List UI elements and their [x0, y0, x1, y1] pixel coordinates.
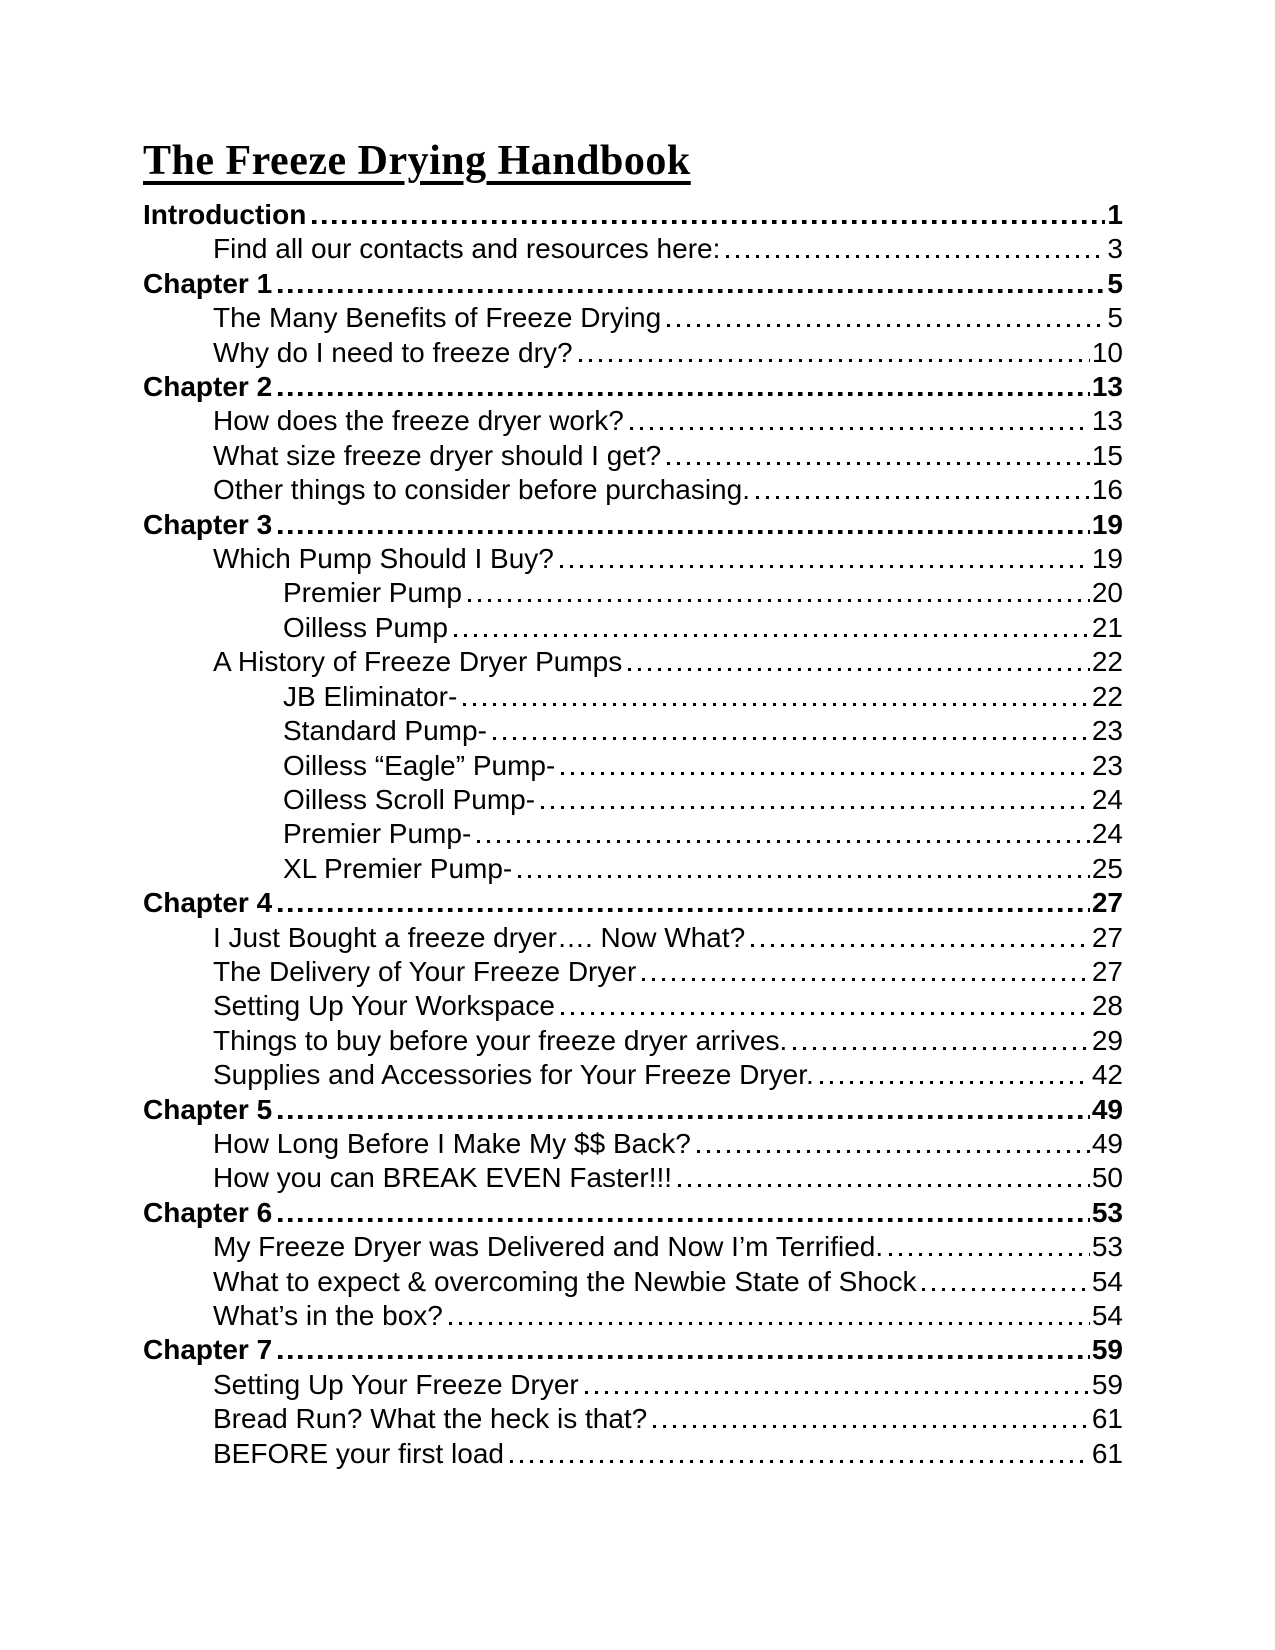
toc-dot-leader [278, 530, 1090, 534]
toc-entry-label: The Many Benefits of Freeze Drying [213, 302, 662, 334]
toc-entry-2[interactable] [143, 267, 1123, 301]
toc-dot-leader [889, 1253, 1090, 1256]
toc-entry-page-number: 24 [1091, 818, 1123, 850]
toc-entry-label: What size freeze dryer should I get? [213, 439, 662, 471]
toc-dot-leader [278, 289, 1105, 293]
toc-entry-26[interactable] [143, 1093, 1123, 1127]
toc-entry-label: Premier Pump [283, 577, 462, 609]
toc-entry-5[interactable] [143, 370, 1123, 404]
toc-dot-leader [510, 1460, 1090, 1463]
toc-entry-23[interactable] [143, 989, 1123, 1023]
toc-dot-leader [642, 978, 1090, 981]
toc-entry-0[interactable] [143, 198, 1123, 232]
toc-entry-27[interactable] [143, 1127, 1123, 1161]
toc-entry-page-number: 27 [1091, 955, 1123, 987]
toc-entry-28[interactable] [143, 1161, 1123, 1195]
toc-entry-page-number: 54 [1091, 1300, 1123, 1331]
toc-dot-leader [756, 496, 1090, 499]
toc-dot-leader [463, 703, 1090, 706]
toc-dot-leader [449, 1322, 1090, 1325]
toc-entry-page-number: 59 [1091, 1334, 1123, 1366]
toc-entry-page-number: 5 [1107, 267, 1123, 299]
toc-dot-leader [312, 220, 1105, 224]
toc-dot-leader [751, 944, 1090, 947]
toc-dot-leader [585, 1391, 1090, 1394]
toc-entry-16[interactable] [143, 749, 1123, 783]
toc-entry-page-number: 23 [1091, 715, 1123, 747]
toc-entry-21[interactable] [143, 921, 1123, 955]
toc-entry-label: Chapter 1 [143, 267, 273, 299]
toc-entry-label: Oilless Pump [283, 611, 448, 643]
toc-entry-page-number: 10 [1091, 336, 1123, 368]
toc-entry-page-number: 21 [1091, 611, 1123, 643]
toc-entry-30[interactable] [143, 1230, 1123, 1264]
toc-entry-label: Chapter 2 [143, 371, 273, 403]
toc-entry-page-number: 19 [1091, 543, 1123, 575]
toc-entry-17[interactable] [143, 783, 1123, 817]
toc-entry-11[interactable] [143, 576, 1123, 610]
toc-entry-page-number: 61 [1091, 1403, 1123, 1435]
toc-entry-label: Chapter 5 [143, 1093, 273, 1125]
toc-entry-page-number: 13 [1091, 371, 1123, 403]
toc-entry-label: Oilless Scroll Pump- [283, 783, 536, 815]
toc-entry-page-number: 29 [1091, 1024, 1123, 1056]
toc-entry-page-number: 19 [1091, 508, 1123, 540]
toc-entry-page-number: 20 [1091, 577, 1123, 609]
toc-entry-page-number: 1 [1107, 199, 1123, 230]
toc-dot-leader [793, 1047, 1090, 1050]
toc-dot-leader [278, 1115, 1090, 1119]
toc-dot-leader [493, 737, 1090, 740]
toc-entry-label: Introduction [143, 199, 307, 230]
toc-entry-page-number: 49 [1091, 1127, 1123, 1159]
toc-entry-label: Premier Pump- [283, 818, 472, 850]
toc-entry-22[interactable] [143, 955, 1123, 989]
toc-dot-leader [468, 599, 1090, 602]
toc-entry-label: My Freeze Dryer was Delivered and Now I’m Terrified. [213, 1231, 884, 1263]
toc-entry-page-number: 53 [1091, 1231, 1123, 1263]
toc-entry-15[interactable] [143, 714, 1123, 748]
toc-entry-24[interactable] [143, 1024, 1123, 1058]
toc-entry-29[interactable] [143, 1196, 1123, 1230]
toc-entry-label: What’s in the box? [213, 1300, 443, 1331]
toc-entry-page-number: 16 [1091, 474, 1123, 506]
toc-entry-10[interactable] [143, 542, 1123, 576]
toc-entry-label: Supplies and Accessories for Your Freeze Dryer. [213, 1059, 814, 1091]
toc-entry-13[interactable] [143, 645, 1123, 679]
toc-entry-label: I Just Bought a freeze dryer…. Now What? [213, 921, 746, 953]
toc-entry-page-number: 5 [1107, 302, 1123, 334]
toc-entry-page-number: 27 [1091, 921, 1123, 953]
toc-entry-31[interactable] [143, 1265, 1123, 1299]
toc-entry-7[interactable] [143, 439, 1123, 473]
toc-entry-page-number: 61 [1091, 1437, 1123, 1469]
toc-dot-leader [278, 392, 1090, 396]
toc-dot-leader [560, 565, 1090, 568]
toc-entry-label: Which Pump Should I Buy? [213, 543, 554, 575]
toc-entry-3[interactable] [143, 301, 1123, 335]
toc-entry-label: How does the freeze dryer work? [213, 405, 624, 437]
toc-entry-label: Other things to consider before purchasing. [213, 474, 750, 506]
toc-entry-9[interactable] [143, 508, 1123, 542]
toc-dot-leader [561, 1012, 1090, 1015]
toc-entry-label: BEFORE your first load [213, 1437, 504, 1469]
toc-entry-1[interactable] [143, 232, 1123, 266]
toc-entry-label: JB Eliminator- [283, 680, 458, 712]
toc-dot-leader [561, 772, 1090, 775]
toc-entry-label: Setting Up Your Workspace [213, 990, 555, 1022]
toc-entry-25[interactable] [143, 1058, 1123, 1092]
toc-entry-page-number: 27 [1091, 887, 1123, 919]
toc-entry-label: Things to buy before your freeze dryer arrives. [213, 1024, 788, 1056]
toc-entry-label: What to expect & overcoming the Newbie State of Shock [213, 1265, 917, 1297]
toc-dot-leader [477, 840, 1090, 843]
toc-dot-leader [922, 1288, 1089, 1291]
toc-entry-36[interactable] [143, 1437, 1123, 1471]
toc-entry-page-number: 25 [1091, 852, 1123, 884]
toc-dot-leader [579, 359, 1090, 362]
table-of-contents [143, 198, 1123, 1471]
toc-entry-label: Find all our contacts and resources here: [213, 233, 721, 265]
toc-entry-34[interactable] [143, 1368, 1123, 1402]
toc-dot-leader [518, 875, 1090, 878]
toc-entry-6[interactable] [143, 404, 1123, 438]
toc-entry-label: The Delivery of Your Freeze Dryer [213, 955, 637, 987]
toc-entry-page-number: 23 [1091, 749, 1123, 781]
toc-dot-leader [667, 324, 1105, 327]
toc-entry-label: How you can BREAK EVEN Faster!!! [213, 1162, 673, 1194]
toc-dot-leader [628, 668, 1090, 671]
document-title: The Freeze Drying Handbook [143, 138, 691, 184]
toc-entry-33[interactable] [143, 1333, 1123, 1367]
toc-dot-leader [278, 1355, 1090, 1359]
toc-dot-leader [820, 1081, 1090, 1084]
toc-entry-label: Oilless “Eagle” Pump- [283, 749, 556, 781]
toc-entry-18[interactable] [143, 817, 1123, 851]
toc-entry-label: Bread Run? What the heck is that? [213, 1403, 648, 1435]
toc-entry-label: How Long Before I Make My $$ Back? [213, 1127, 691, 1159]
toc-entry-page-number: 59 [1091, 1368, 1123, 1400]
toc-entry-page-number: 22 [1091, 646, 1123, 678]
toc-entry-page-number: 22 [1091, 680, 1123, 712]
toc-entry-12[interactable] [143, 611, 1123, 645]
toc-entry-page-number: 28 [1091, 990, 1123, 1022]
toc-entry-page-number: 50 [1091, 1162, 1123, 1194]
toc-entry-14[interactable] [143, 680, 1123, 714]
toc-entry-label: Chapter 4 [143, 887, 273, 919]
toc-dot-leader [678, 1184, 1090, 1187]
toc-entry-page-number: 42 [1091, 1059, 1123, 1091]
toc-entry-page-number: 53 [1091, 1196, 1123, 1228]
toc-entry-page-number: 15 [1091, 439, 1123, 471]
toc-dot-leader [454, 634, 1090, 637]
toc-entry-label: A History of Freeze Dryer Pumps [213, 646, 623, 678]
toc-entry-label: Why do I need to freeze dry? [213, 336, 573, 368]
toc-entry-20[interactable] [143, 886, 1123, 920]
toc-dot-leader [278, 908, 1090, 912]
toc-entry-label: Setting Up Your Freeze Dryer [213, 1368, 579, 1400]
toc-entry-8[interactable] [143, 473, 1123, 507]
toc-entry-35[interactable] [143, 1402, 1123, 1436]
toc-dot-leader [541, 806, 1090, 809]
toc-dot-leader [726, 255, 1105, 258]
toc-entry-4[interactable] [143, 336, 1123, 370]
toc-dot-leader [653, 1425, 1090, 1428]
toc-entry-label: Chapter 6 [143, 1196, 273, 1228]
toc-entry-19[interactable] [143, 852, 1123, 886]
toc-dot-leader [278, 1218, 1090, 1222]
toc-entry-label: Standard Pump- [283, 715, 487, 747]
toc-entry-page-number: 3 [1107, 233, 1123, 265]
toc-dot-leader [697, 1150, 1090, 1153]
toc-entry-32[interactable] [143, 1299, 1123, 1333]
toc-entry-page-number: 54 [1091, 1265, 1123, 1297]
toc-dot-leader [667, 462, 1090, 465]
toc-entry-label: Chapter 3 [143, 508, 273, 540]
toc-entry-label: Chapter 7 [143, 1334, 273, 1366]
toc-entry-page-number: 24 [1091, 783, 1123, 815]
toc-entry-label: XL Premier Pump- [283, 852, 513, 884]
toc-dot-leader [630, 427, 1090, 430]
toc-entry-page-number: 13 [1091, 405, 1123, 437]
toc-entry-page-number: 49 [1091, 1093, 1123, 1125]
